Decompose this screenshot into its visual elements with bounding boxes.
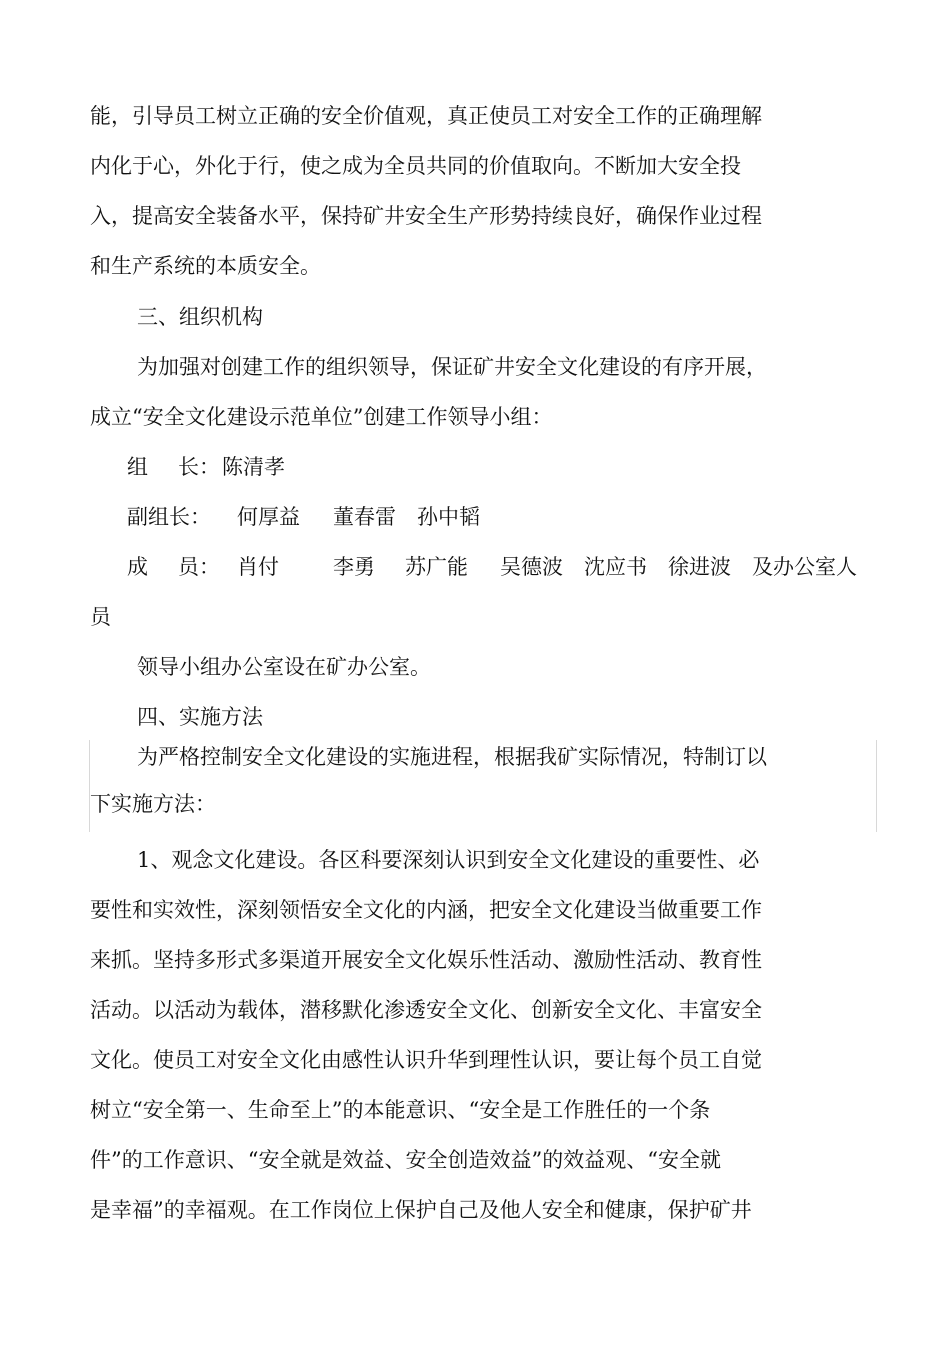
- paragraph-line: 是幸福”的幸福观。在工作岗位上保护自己及他人安全和健康，保护矿井: [90, 1198, 752, 1222]
- deputy-label: 副组长：: [127, 505, 211, 529]
- paragraph-line: 下实施方法：: [90, 792, 216, 816]
- paragraph-line: 能，引导员工树立正确的安全价值观，真正使员工对安全工作的正确理解: [90, 104, 762, 128]
- member-name: 吴德波: [500, 555, 563, 579]
- paragraph-line: 入，提高安全装备水平，保持矿井安全生产形势持续良好，确保作业过程: [90, 204, 762, 228]
- deputy-name: 孙中韬: [417, 505, 480, 529]
- paragraph-line: 成立“安全文化建设示范单位”创建工作领导小组：: [90, 405, 553, 429]
- left-border-line: [89, 740, 90, 832]
- members-label-first: 成: [127, 555, 148, 579]
- paragraph-line: 来抓。坚持多形式多渠道开展安全文化娱乐性活动、激励性活动、教育性: [90, 948, 762, 972]
- member-name: 及办公室人: [752, 555, 857, 579]
- paragraph-line: 内化于心，外化于行，使之成为全员共同的价值取向。不断加大安全投: [90, 154, 741, 178]
- right-border-line: [876, 740, 877, 832]
- paragraph-line: 和生产系统的本质安全。: [90, 254, 321, 278]
- section-heading: 四、实施方法: [137, 705, 263, 729]
- paragraph-line: 件”的工作意识、“安全就是效益、安全创造效益”的效益观、“安全就: [90, 1148, 721, 1172]
- members-label-second: 员：: [178, 555, 220, 579]
- member-name: 徐进波: [668, 555, 731, 579]
- member-name: 肖付: [237, 555, 279, 579]
- paragraph-line: 1、观念文化建设。各区科要深刻认识到安全文化建设的重要性、必: [137, 848, 760, 872]
- leader-name: 陈清孝: [222, 455, 285, 479]
- leader-label-first: 组: [127, 455, 148, 479]
- members-wrap: 员: [90, 605, 111, 629]
- deputy-name: 何厚益: [237, 505, 300, 529]
- office-note: 领导小组办公室设在矿办公室。: [137, 655, 431, 679]
- member-name: 苏广能: [405, 555, 468, 579]
- paragraph-line: 活动。以活动为载体，潜移默化渗透安全文化、创新安全文化、丰富安全: [90, 998, 762, 1022]
- section-heading: 三、组织机构: [137, 305, 263, 329]
- member-name: 李勇: [333, 555, 375, 579]
- paragraph-line: 文化。使员工对安全文化由感性认识升华到理性认识，要让每个员工自觉: [90, 1048, 762, 1072]
- paragraph-line: 为加强对创建工作的组织领导，保证矿井安全文化建设的有序开展，: [137, 355, 767, 379]
- member-name: 沈应书: [584, 555, 647, 579]
- paragraph-line: 为严格控制安全文化建设的实施进程，根据我矿实际情况，特制订以: [137, 745, 767, 769]
- paragraph-line: 要性和实效性，深刻领悟安全文化的内涵，把安全文化建设当做重要工作: [90, 898, 762, 922]
- deputy-name: 董春雷: [333, 505, 396, 529]
- paragraph-line: 树立“安全第一、生命至上”的本能意识、“安全是工作胜任的一个条: [90, 1098, 711, 1122]
- leader-label-second: 长：: [178, 455, 220, 479]
